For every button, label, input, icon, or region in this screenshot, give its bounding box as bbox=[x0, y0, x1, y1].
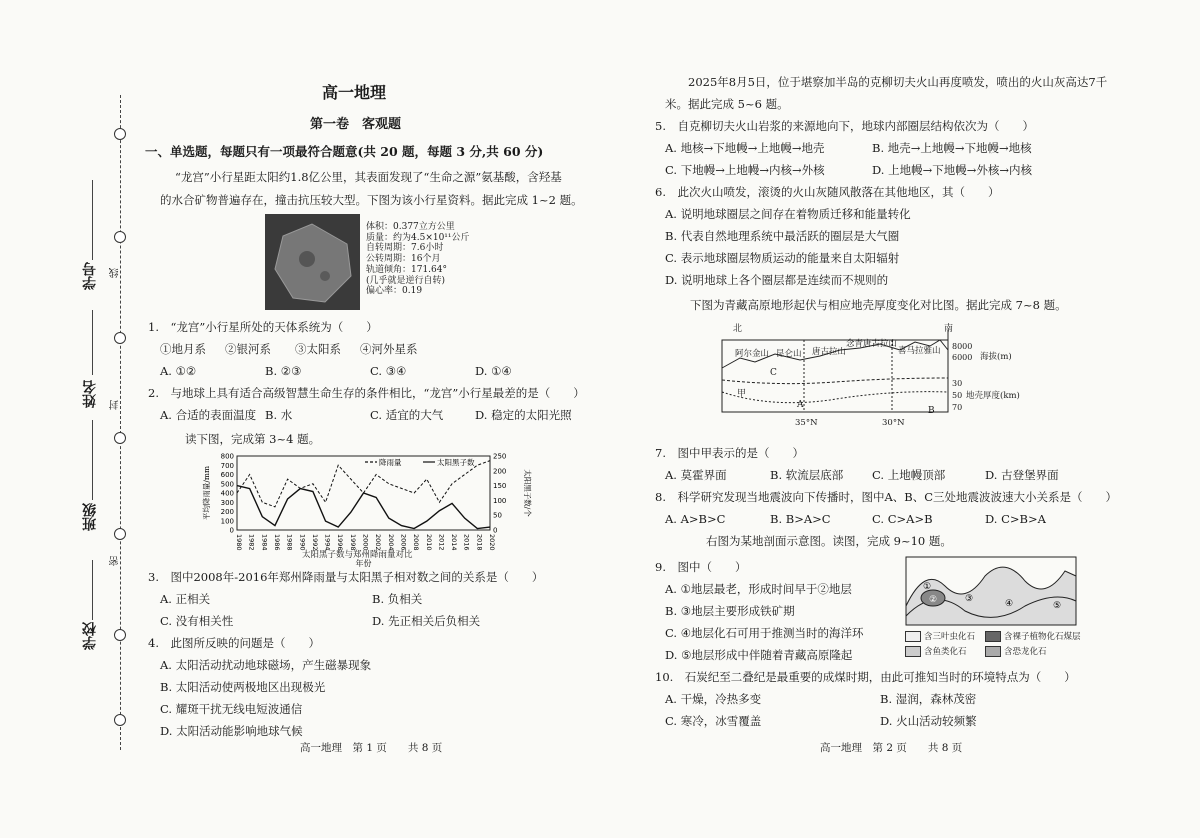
question-8: 8. 科学研究发现当地震波向下传播时，图中A、B、C三处地震波波速大小关系是（ ） bbox=[655, 490, 1118, 504]
student-id-label: 学号 bbox=[82, 262, 98, 290]
profile-south: 南 bbox=[944, 324, 954, 334]
legend-swatch-dinosaur bbox=[985, 646, 1001, 657]
x-tick-label: 1994 bbox=[323, 534, 332, 551]
geologic-section-diagram bbox=[905, 556, 1077, 626]
crust-tick: 70 bbox=[952, 403, 963, 412]
question-10: 10. 石炭纪至二叠纪是最重要的成煤时期，由此可推知当时的环境特点为（ ） bbox=[655, 670, 1076, 684]
latitude-label: 35°N bbox=[795, 418, 818, 428]
y-left-tick-label: 600 bbox=[220, 471, 234, 479]
x-tick-label: 2002 bbox=[374, 534, 383, 551]
crust-tick: 30 bbox=[952, 379, 963, 388]
y-right-tick-label: 100 bbox=[493, 496, 507, 505]
y-left-tick-label: 400 bbox=[220, 489, 234, 498]
legend-label: 含鱼类化石 bbox=[924, 647, 967, 657]
y-left-tick-label: 0 bbox=[229, 526, 234, 535]
x-tick-label: 1996 bbox=[336, 534, 345, 551]
legend-label: 含裸子植物化石煤层 bbox=[1004, 632, 1081, 642]
asteroid-eccentricity: 偏心率：0.19 bbox=[366, 286, 423, 297]
x-tick-label: 2008 bbox=[412, 534, 421, 551]
read-instruction: 右图为某地剖面示意图。读图，完成 9~10 题。 bbox=[706, 534, 952, 548]
q6-option: D. 说明地球上各个圈层都是连续而不规则的 bbox=[665, 273, 889, 287]
q6-option: A. 说明地球圈层之间存在着物质迁移和能量转化 bbox=[665, 207, 911, 221]
q9-option: D. ⑤地层形成中伴随着青藏高原隆起 bbox=[665, 648, 853, 662]
q4-option: B. 太阳活动使两极地区出现极光 bbox=[160, 680, 326, 694]
asteroid-volume: 体积：0.377立方公里 bbox=[366, 222, 455, 232]
legend-label: 降雨量 bbox=[379, 458, 402, 467]
mountain-label: 昆仑山 bbox=[776, 349, 802, 359]
part-heading: 一、单选题，每题只有一项最符合题意(共 20 题，每题 3 分,共 60 分) bbox=[145, 144, 544, 159]
asteroid-photo bbox=[265, 214, 360, 310]
question-7: 7. 图中甲表示的是（ ） bbox=[655, 446, 804, 460]
y-left-tick-label: 700 bbox=[220, 461, 234, 470]
crust-tick: 50 bbox=[952, 391, 963, 400]
page-footer: 高一地理 第 2 页 共 8 页 bbox=[820, 742, 963, 754]
point-label: B bbox=[928, 406, 935, 416]
x-tick-label: 2014 bbox=[450, 534, 459, 551]
q1-statement: ①地月系 bbox=[160, 342, 206, 356]
q1-option: A. ①② bbox=[160, 364, 197, 378]
binding-strip bbox=[0, 0, 140, 838]
punch-hole bbox=[114, 714, 126, 726]
q10-option: A. 干燥，冷热多变 bbox=[665, 692, 762, 706]
q1-option: D. ①④ bbox=[475, 364, 512, 378]
y-left-tick-label: 500 bbox=[220, 480, 234, 489]
x-tick-label: 1984 bbox=[260, 534, 269, 551]
x-tick-label: 2016 bbox=[462, 534, 471, 551]
question-5: 5. 自克柳切夫火山岩浆的来源地向下，地球内部圈层结构依次为（ ） bbox=[655, 119, 1034, 133]
crust-axis-label: 地壳厚度(km) bbox=[966, 391, 1020, 401]
q1-statement: ④河外星系 bbox=[360, 342, 418, 356]
class-label: 班级 bbox=[82, 503, 98, 531]
x-tick-label: 2006 bbox=[399, 534, 408, 551]
y-right-tick-label: 200 bbox=[493, 467, 507, 476]
altitude-axis-label: 海拔(m) bbox=[980, 352, 1012, 362]
read-instruction: 读下图，完成第 3~4 题。 bbox=[185, 432, 321, 446]
asteroid-info bbox=[366, 222, 470, 297]
mountain-label: 喜马拉雅山 bbox=[898, 346, 941, 356]
legend-item bbox=[905, 645, 967, 659]
q2-option: D. 稳定的太阳光照 bbox=[475, 408, 572, 422]
q2-option: B. 水 bbox=[265, 408, 293, 422]
punch-hole bbox=[114, 432, 126, 444]
q8-option: B. B>A>C bbox=[770, 512, 831, 526]
seal-mark-secret: 密 bbox=[110, 556, 121, 566]
legend-label: 含恐龙化石 bbox=[1004, 647, 1047, 657]
y-left-tick-label: 200 bbox=[220, 508, 234, 516]
point-label: 甲 bbox=[737, 389, 747, 399]
q5-option: B. 地壳→上地幔→下地幔→地核 bbox=[872, 141, 1032, 155]
q3-option: D. 先正相关后负相关 bbox=[372, 614, 481, 628]
section-heading: 第一卷 客观题 bbox=[310, 117, 402, 132]
mountain-label: 阿尔金山 bbox=[735, 349, 770, 359]
legend-swatch-trilobite bbox=[905, 631, 921, 642]
q3-option: C. 没有相关性 bbox=[160, 614, 234, 628]
legend-item bbox=[905, 630, 975, 644]
legend-swatch-coal bbox=[985, 631, 1001, 642]
intro-text: 2025年8月5日，位于堪察加半岛的克柳切夫火山再度喷发，喷出的火山灰高达7千 bbox=[688, 75, 1108, 89]
x-tick-label: 2012 bbox=[437, 534, 446, 551]
q8-option: C. C>A>B bbox=[872, 512, 933, 526]
q1-option: C. ③④ bbox=[370, 364, 407, 378]
q7-option: C. 上地幔顶部 bbox=[872, 468, 946, 482]
intro-text: 的水合矿物普遍存在，撞击抗压较大型。下图为该小行星资料。据此完成 1~2 题。 bbox=[160, 193, 583, 207]
q9-option: C. ④地层化石可用于推测当时的海洋环 bbox=[665, 626, 864, 640]
y-right-tick-label: 150 bbox=[493, 482, 507, 491]
svg-text:②: ② bbox=[929, 595, 938, 605]
y-left-tick-label: 800 bbox=[220, 452, 234, 461]
seal-mark-seal: 封 bbox=[110, 400, 121, 410]
punch-hole bbox=[114, 231, 126, 243]
y-right-axis-label: 太阳黑子数/个 bbox=[523, 469, 532, 517]
q5-option: D. 上地幔→下地幔→外核→内核 bbox=[872, 163, 1033, 177]
x-tick-label: 2004 bbox=[386, 534, 395, 551]
asteroid-mass: 质量：约为4.5×10¹¹公斤 bbox=[366, 232, 470, 243]
q5-option: A. 地核→下地幔→上地幔→地壳 bbox=[665, 141, 825, 155]
page-title: 高一地理 bbox=[322, 83, 387, 102]
asteroid-icon bbox=[265, 214, 360, 310]
asteroid-note: (几乎就是逆行自转) bbox=[366, 275, 446, 286]
asteroid-revolution: 公转周期：16个月 bbox=[366, 254, 441, 265]
question-1: 1. “龙宫”小行星所处的天体系统为（ ） bbox=[148, 320, 378, 334]
legend-item bbox=[985, 630, 1081, 644]
q7-option: A. 莫霍界面 bbox=[665, 468, 727, 482]
school-blank bbox=[92, 560, 93, 620]
profile-north: 北 bbox=[733, 324, 743, 334]
q8-option: A. A>B>C bbox=[665, 512, 726, 526]
legend-swatch-fish bbox=[905, 646, 921, 657]
y-right-tick-label: 250 bbox=[493, 452, 507, 461]
q3-option: A. 正相关 bbox=[160, 592, 211, 606]
asteroid-inclination: 轨道倾角：171.64° bbox=[366, 264, 447, 275]
asteroid-rotation: 自转周期：7.6小时 bbox=[366, 243, 444, 254]
punch-hole bbox=[114, 528, 126, 540]
q1-statement: ③太阳系 bbox=[295, 342, 341, 356]
student-id-blank bbox=[92, 180, 93, 260]
q1-statement: ②银河系 bbox=[225, 342, 271, 356]
binding-dashed-line bbox=[120, 95, 121, 750]
y-left-axis-label: 平均降雨量/mm bbox=[202, 465, 211, 521]
series-line-rainfall bbox=[237, 461, 490, 507]
q6-option: C. 表示地球圈层物质运动的能量来自太阳辐射 bbox=[665, 251, 900, 265]
q4-option: A. 太阳活动扰动地球磁场，产生磁暴现象 bbox=[160, 658, 372, 672]
q1-option: B. ②③ bbox=[265, 364, 302, 378]
x-tick-label: 1998 bbox=[348, 534, 357, 551]
question-2: 2. 与地球上具有适合高级智慧生命生存的条件相比，“龙宫”小行星最差的是（ ） bbox=[148, 386, 585, 400]
question-4: 4. 此图所反映的问题是（ ） bbox=[148, 636, 320, 650]
point-label: A bbox=[797, 400, 804, 410]
point-label: C bbox=[770, 368, 777, 378]
x-axis-label: 年份 bbox=[355, 559, 372, 568]
read-instruction: 下图为青藏高原地形起伏与相应地壳厚度变化对比图。据此完成 7~8 题。 bbox=[690, 298, 1067, 312]
x-tick-label: 1988 bbox=[285, 534, 294, 551]
legend-item bbox=[985, 645, 1047, 659]
q10-option: B. 湿润，森林茂密 bbox=[880, 692, 977, 706]
x-tick-label: 1990 bbox=[298, 534, 307, 551]
svg-text:④: ④ bbox=[1005, 599, 1014, 609]
x-tick-label: 1980 bbox=[235, 534, 243, 551]
q7-option: D. 古登堡界面 bbox=[985, 468, 1059, 482]
q10-option: C. 寒冷，冰雪覆盖 bbox=[665, 714, 762, 728]
x-tick-label: 2010 bbox=[424, 534, 433, 551]
q8-option: D. C>B>A bbox=[985, 512, 1046, 526]
x-tick-label: 1982 bbox=[247, 534, 256, 551]
question-9: 9. 图中（ ） bbox=[655, 560, 747, 574]
legend-label: 含三叶虫化石 bbox=[924, 632, 976, 642]
q9-option: A. ①地层最老，形成时间早于②地层 bbox=[665, 582, 852, 596]
x-tick-label: 1986 bbox=[272, 534, 281, 551]
chart-caption: 太阳黑子数与郑州降雨量对比 bbox=[302, 550, 413, 560]
intro-text: 米。据此完成 5~6 题。 bbox=[665, 97, 789, 111]
x-tick-label: 2020 bbox=[488, 534, 496, 551]
school-label: 学校 bbox=[82, 622, 98, 650]
q2-option: C. 适宜的大气 bbox=[370, 408, 444, 422]
q9-option: B. ③地层主要形成铁矿期 bbox=[665, 604, 795, 618]
svg-text:③: ③ bbox=[965, 594, 974, 604]
intro-text: “龙宫”小行星距太阳约1.8亿公里，其表面发现了“生命之源”氨基酸，含羟基 bbox=[175, 170, 562, 184]
punch-hole bbox=[114, 629, 126, 641]
page-footer: 高一地理 第 1 页 共 8 页 bbox=[300, 742, 443, 754]
punch-hole bbox=[114, 128, 126, 140]
y-right-tick-label: 0 bbox=[493, 526, 498, 535]
question-3: 3. 图中2008年-2016年郑州降雨量与太阳黑子相对数之间的关系是（ ） bbox=[148, 570, 544, 584]
altitude-tick: 6000 bbox=[952, 353, 973, 362]
name-label: 姓名 bbox=[82, 380, 98, 408]
mountain-label: 念青唐古拉山 bbox=[846, 339, 898, 349]
seal-mark-line: 线 bbox=[110, 268, 121, 278]
legend-label: 太阳黑子数 bbox=[437, 458, 475, 467]
punch-hole bbox=[114, 332, 126, 344]
q7-option: B. 软流层底部 bbox=[770, 468, 844, 482]
q10-option: D. 火山活动较频繁 bbox=[880, 714, 977, 728]
x-tick-label: 1992 bbox=[310, 534, 319, 551]
q4-option: C. 耀斑干扰无线电短波通信 bbox=[160, 702, 303, 716]
q4-option: D. 太阳活动能影响地球气候 bbox=[160, 724, 303, 738]
mountain-label: 唐古拉山 bbox=[812, 347, 847, 357]
q6-option: B. 代表自然地理系统中最活跃的圈层是大气圈 bbox=[665, 229, 900, 243]
svg-text:①: ① bbox=[923, 582, 932, 592]
altitude-tick: 8000 bbox=[952, 342, 973, 351]
name-blank bbox=[92, 310, 93, 375]
q5-option: C. 下地幔→上地幔→内核→外核 bbox=[665, 163, 825, 177]
q2-option: A. 合适的表面温度 bbox=[160, 408, 257, 422]
latitude-label: 30°N bbox=[882, 418, 905, 428]
y-right-tick-label: 50 bbox=[493, 511, 502, 520]
x-tick-label: 2018 bbox=[475, 534, 484, 551]
class-blank bbox=[92, 420, 93, 500]
y-left-tick-label: 300 bbox=[220, 498, 234, 507]
svg-text:⑤: ⑤ bbox=[1053, 601, 1062, 611]
x-tick-label: 2000 bbox=[361, 534, 370, 551]
question-6: 6. 此次火山喷发，滚烫的火山灰随风散落在其他地区，其（ ） bbox=[655, 185, 1000, 199]
q3-option: B. 负相关 bbox=[372, 592, 423, 606]
y-left-tick-label: 100 bbox=[220, 517, 234, 526]
